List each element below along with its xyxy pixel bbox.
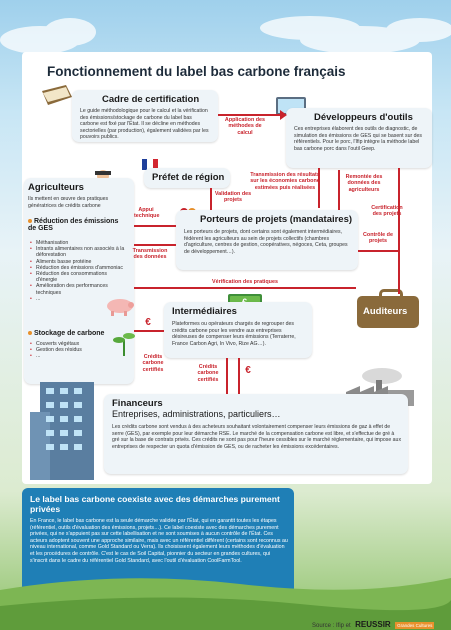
- auditeurs-badge: [357, 296, 419, 328]
- intermediaires-text: Plateformes ou opérateurs chargés de regrouper des crédits carbone pour les vendre aux entreprises désireuses de compenser leurs émissions (Terraterre, France Carbon Agri, In Vivo, Rize AG…).: [172, 321, 296, 347]
- arrow-label-remontee: Remontée des données des agriculteurs: [345, 174, 383, 193]
- brand-tag: Grandes Cultures: [397, 623, 433, 628]
- page-title: Fonctionnement du label bas carbone français: [47, 64, 346, 79]
- developpeurs-text: Ces entreprises élaborent des outils de diagnostic, de simulation des émissions de GES qui se basent sur des référentiels. Pour le porc, l'Ifip intègre la méthode label bas carbone porc dans l'outil Geep.: [294, 126, 423, 152]
- arrow-credits2-line: [226, 358, 228, 394]
- reduction-title-text: Réduction des émissions de GES: [28, 218, 119, 232]
- arrow-label-transmission-resultats: Transmission des résultats sur les économies carbone estimées puis réalisées: [250, 172, 320, 191]
- brand-logo: REUSSIR: [355, 620, 391, 629]
- plant-icon: [112, 330, 136, 356]
- arrow-credits1-line: [134, 330, 164, 332]
- list-item: • Gestion des résidus: [30, 347, 126, 353]
- pig-icon: [104, 296, 136, 316]
- prefet-title: Préfet de région: [152, 172, 225, 183]
- arrow-label-application: Application des méthodes de calcul: [224, 117, 266, 136]
- euro-symbol-1: €: [145, 317, 151, 328]
- arrow-label-credits1: Crédits carbone certifiés: [142, 354, 164, 373]
- porteurs-box: [176, 210, 358, 270]
- source-line: [312, 614, 434, 630]
- arrow-application-line: [218, 114, 282, 116]
- arrow-label-credits2: Crédits carbone certifiés: [197, 364, 219, 383]
- arrow-remontee-line: [338, 170, 340, 210]
- reduction-title: [28, 218, 124, 232]
- prefet-box: [144, 168, 230, 188]
- list-item: • ...: [30, 353, 126, 359]
- intermediaires-box: [164, 302, 312, 358]
- intermediaires-title: Intermédiaires: [172, 306, 237, 317]
- arrow-label-controle: Contrôle de projets: [363, 232, 393, 245]
- cadre-title: Cadre de certification: [102, 94, 200, 105]
- list-item: • Intrants alimentaires non associés à la déforestation: [30, 246, 126, 258]
- list-item: • Réduction des émissions d'ammoniac: [30, 265, 126, 271]
- stockage-title-text: Stockage de carbone: [34, 330, 105, 337]
- arrow-donnees-line: [134, 244, 176, 246]
- financeurs-subtitle: Entreprises, administrations, particuliers…: [112, 409, 281, 419]
- arrow-label-donnees: Transmission des données: [132, 248, 168, 261]
- reduction-list: [30, 240, 126, 302]
- list-item: • Couverts végétaux: [30, 341, 126, 347]
- arrow-appui-line: [134, 225, 176, 227]
- list-item: • Réduction des consommations d'énergie: [30, 271, 126, 283]
- agriculteurs-title: Agriculteurs: [28, 182, 84, 193]
- info-title: Le label bas carbone coexiste avec des démarches purement privées: [30, 494, 280, 514]
- arrow-head-icon: [280, 110, 288, 120]
- financeurs-title: Financeurs: [112, 398, 163, 409]
- financeurs-text: Les crédits carbone sont vendus à des acheteurs souhaitant volontairement compenser leurs émissions de gaz à effet de serre (GES), par exemple pour leur démarche RSE. Le marché de la compensation carbone est libre, et s'effectue de gré à gré sur la base de contrats privés. Ces crédits ne sont pas pour l'heure cessibles sur le marché réglementaire, qui impose aux entreprises de respecter un quota d'émission de GES, ou de racheter les émissions excédentaires.: [112, 424, 402, 450]
- source-text: Source : Ifip et: [312, 623, 351, 629]
- financeurs-box: [104, 394, 408, 474]
- arrow-label-validation: Validation des projets: [214, 191, 252, 204]
- arrow-euro2-line: [238, 358, 240, 394]
- bullet-dot-icon: [28, 219, 32, 223]
- list-item: • Méthanisation: [30, 240, 126, 246]
- arrow-controle-line: [358, 250, 398, 252]
- arrow-label-verification: Vérification des pratiques: [212, 279, 278, 285]
- porteurs-text: Les porteurs de projets, dont certains sont également intermédiaires, fédèrent les agriculteurs au sein de projets collectifs (chambres d'agriculture, centres de gestion, coopératives, négoces, Ceta, groupes de développement…).: [184, 229, 348, 255]
- agriculteurs-text: Ils mettent en œuvre des pratiques génératrices de crédits carbone: [28, 196, 109, 209]
- office-building-icon: [30, 372, 96, 482]
- bullet-dot-icon: [28, 331, 32, 335]
- cadre-box: [72, 90, 218, 142]
- arrow-label-certification: Certification des projets: [371, 205, 403, 218]
- info-text: En France, le label bas carbone est la seule démarche validée par l'État, qui en garantit toutes les étapes (référentiel, outils d'évaluation des émissions, projets…). Ce label coexiste avec des démarches purement privées, qui ne s'appuient pas sur cette labellisation et ne sont soumises à aucun contrôle de l'État. Ces acteurs adoptent souvent une approche similaire, mais avec un référentiel différent (certains sont reconnus au niveau international, comme Gold Standard ou Verra). Ils choisissent également leurs méthodes d'évaluation et les procédures de contrôle. C'est le cas de Soil Capital, pionnier du secteur en grandes cultures, qui s'inscrit dans le cadre du référentiel Gold Standard, avec l'outil d'évaluation CoolFarmTool.: [30, 518, 288, 564]
- arrow-verification-line: [134, 287, 356, 289]
- developpeurs-box: [286, 108, 432, 168]
- arrow-certification-line: [398, 168, 400, 294]
- list-item: • Aliments basse protéine: [30, 259, 126, 265]
- list-item: • Amélioration des performances techniques: [30, 283, 126, 295]
- auditeurs-title: Auditeurs: [363, 306, 408, 317]
- sky-clouds: [0, 0, 451, 60]
- list-item: • ...: [30, 296, 126, 302]
- cadre-text: Le guide méthodologique pour le calcul et la vérification des émissions/stockage de carbone du label bas carbone est fixé par l'État. Il se décline en méthodes sectorielles (par production), également validées par les pouvoirs publics.: [80, 108, 209, 141]
- euro-symbol-2: €: [245, 365, 251, 376]
- arrow-label-appui: Appui technique: [134, 207, 160, 220]
- developpeurs-title: Développeurs d'outils: [314, 112, 413, 123]
- book-icon: [40, 83, 74, 109]
- porteurs-title: Porteurs de projets (mandataires): [200, 214, 353, 225]
